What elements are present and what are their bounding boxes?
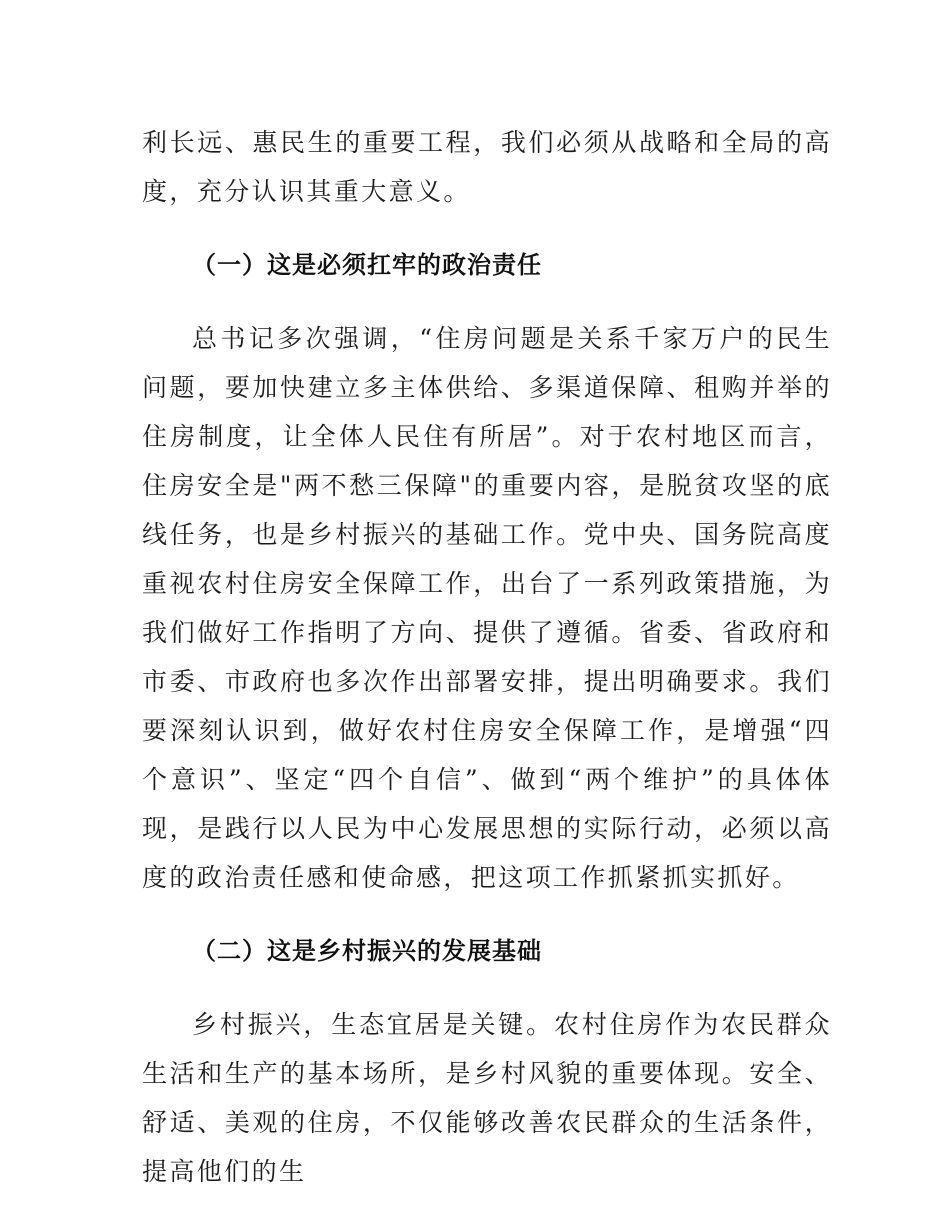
section-2-heading: （二）这是乡村振兴的发展基础	[192, 937, 542, 965]
document-body	[142, 118, 832, 1196]
section-1-paragraph: 总书记多次强调，“住房问题是关系千家万户的民生问题，要加快建立多主体供给、多渠道保障、租购并举的住房制度，让全体人民住有所居”。对于农村地区而言，住房安全是"两不愁三保障"的重要内容，是脱贫攻坚的底线任务，也是乡村振兴的基础工作。党中央、国务院高度重视农村住房安全保障工作，出台了一系列政策措施，为我们做好工作指明了方向、提供了遵循。省委、省政府和市委、市政府也多次作出部署安排，提出明确要求。我们要深刻认识到，做好农村住房安全保障工作，是增强“四个意识”、坚定“四个自信”、做到“两个维护”的具体体现，是践行以人民为中心发展思想的实际行动，必须以高度的政治责任感和使命感，把这项工作抓紧抓实抓好。	[142, 324, 832, 892]
section-2-paragraph: 乡村振兴，生态宜居是关键。农村住房作为农民群众生活和生产的基本场所，是乡村风貌的重要体现。安全、舒适、美观的住房，不仅能够改善农民群众的生活条件，提高他们的生	[142, 1010, 832, 1186]
intro-paragraph: 利长远、惠民生的重要工程，我们必须从战略和全局的高度，充分认识其重大意义。	[142, 128, 832, 206]
section-1-heading: （一）这是必须扛牢的政治责任	[192, 251, 542, 279]
